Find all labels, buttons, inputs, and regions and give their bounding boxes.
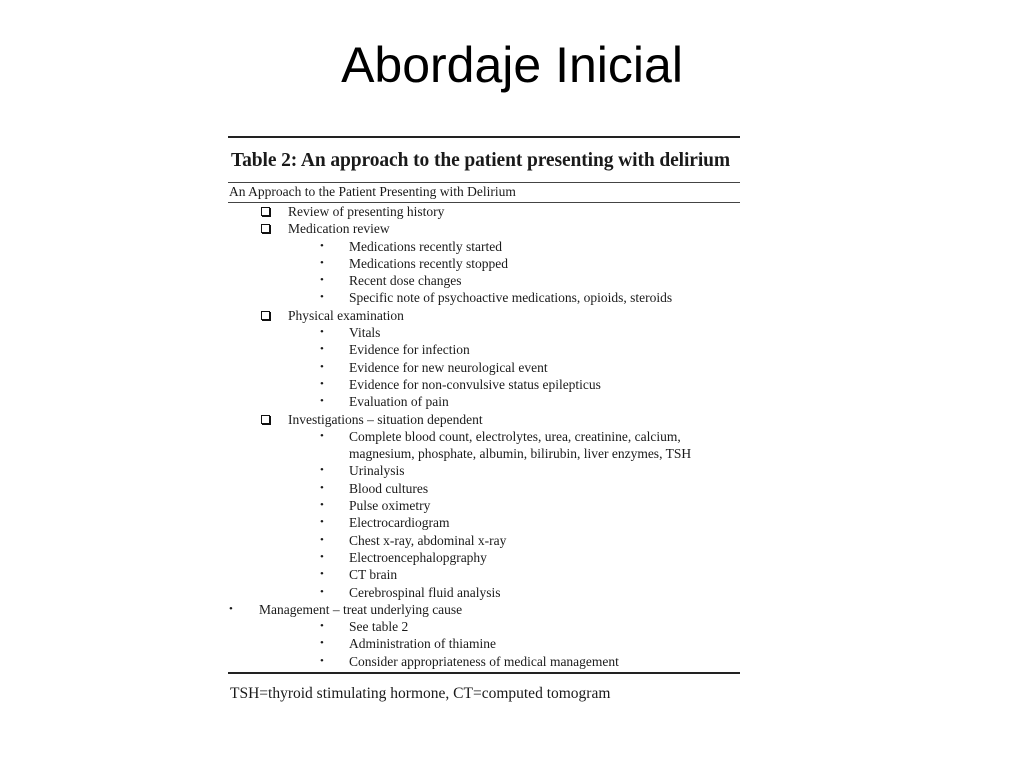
bullet-icon: • [320,291,324,304]
bullet-icon: • [320,395,324,408]
list-item-text: Electroencephalopgraphy [349,549,487,565]
list-item [228,289,740,306]
bullet-icon: • [229,602,233,615]
bullet-icon: • [320,533,324,546]
bullet-icon: • [320,568,324,581]
list-item [228,480,740,497]
list-item-text: Electrocardiogram [349,515,450,531]
list-item [228,203,740,220]
list-item-text: Recent dose changes [349,273,462,289]
bullet-icon: • [320,499,324,512]
table-header: An Approach to the Patient Presenting with Delirium [229,184,516,199]
list-item-text: Vitals [349,325,381,341]
bullet-icon: • [320,429,324,442]
list-item-text: Medications recently started [349,238,502,254]
list-item [228,272,740,289]
list-item [228,584,740,601]
list-item [228,653,740,670]
list-item-text: Medications recently stopped [349,255,508,271]
checkbox-square-icon [261,207,270,216]
list-item [228,532,740,549]
list-item [228,497,740,514]
list-item-text: Investigations – situation dependent [288,411,483,427]
list-item-text: Cerebrospinal fluid analysis [349,584,501,600]
list-item [228,393,740,410]
bullet-icon: • [320,464,324,477]
table-footnote: TSH=thyroid stimulating hormone, CT=computed tomogram [230,685,611,703]
list-item-text: Blood cultures [349,480,429,496]
list-item-text: Urinalysis [349,463,405,479]
list-item [228,376,740,393]
list-item-text: Complete blood count, electrolytes, urea, creatinine, calcium, [349,428,681,444]
table-figure [228,136,740,704]
list-item [228,566,740,583]
list-item-text: CT brain [349,567,398,583]
bullet-icon: • [320,274,324,287]
list-item-text: Physical examination [288,307,404,323]
list-item [228,255,740,272]
bullet-icon: • [320,654,324,667]
list-item [228,549,740,566]
list-item-text: Evidence for infection [349,342,470,358]
checkbox-square-icon [261,415,270,424]
list-item-text: Specific note of psychoactive medications, opioids, steroids [349,290,673,306]
list-item [228,341,740,358]
list-item [228,411,740,428]
table-caption: Table 2: An approach to the patient presenting with delirium [231,150,731,171]
list-item-text: Chest x-ray, abdominal x-ray [349,532,507,548]
bullet-icon: • [320,377,324,390]
list-item-text: Pulse oximetry [349,498,431,514]
list-item [228,462,740,479]
list-item-text: Consider appropriateness of medical management [349,653,619,669]
list-item [228,601,740,618]
bullet-icon: • [320,256,324,269]
list-item-text: Review of presenting history [288,204,445,219]
list-item [228,635,740,652]
bullet-icon: • [320,239,324,252]
list-item [228,220,740,237]
bullet-icon: • [320,360,324,373]
bullet-icon: • [320,326,324,339]
list-item [228,514,740,531]
list-item [228,324,740,341]
list-item [228,618,740,635]
slide-title: Abordaje Inicial [341,37,683,93]
checkbox-square-icon [261,311,270,320]
list-item-text: Evidence for new neurological event [349,359,548,375]
list-item [228,445,740,462]
list-item [228,238,740,255]
list-item-text: Evaluation of pain [349,394,449,410]
list-item [228,307,740,324]
list-item-text: Administration of thiamine [349,636,496,652]
bullet-icon: • [320,550,324,563]
bullet-icon: • [320,637,324,650]
list-item-text: Medication review [288,221,390,237]
list-item-text: Evidence for non-convulsive status epilepticus [349,376,601,392]
list-item-text: See table 2 [349,619,409,635]
bullet-icon: • [320,620,324,633]
list-item [228,428,740,445]
list-item-text: Management – treat underlying cause [259,601,463,617]
checkbox-square-icon [261,224,270,233]
approach-list [228,203,740,670]
bullet-icon: • [320,516,324,529]
bullet-icon: • [320,585,324,598]
list-item [228,359,740,376]
bullet-icon: • [320,481,324,494]
list-item-text: magnesium, phosphate, albumin, bilirubin, liver enzymes, TSH [349,446,692,462]
bullet-icon: • [320,343,324,356]
